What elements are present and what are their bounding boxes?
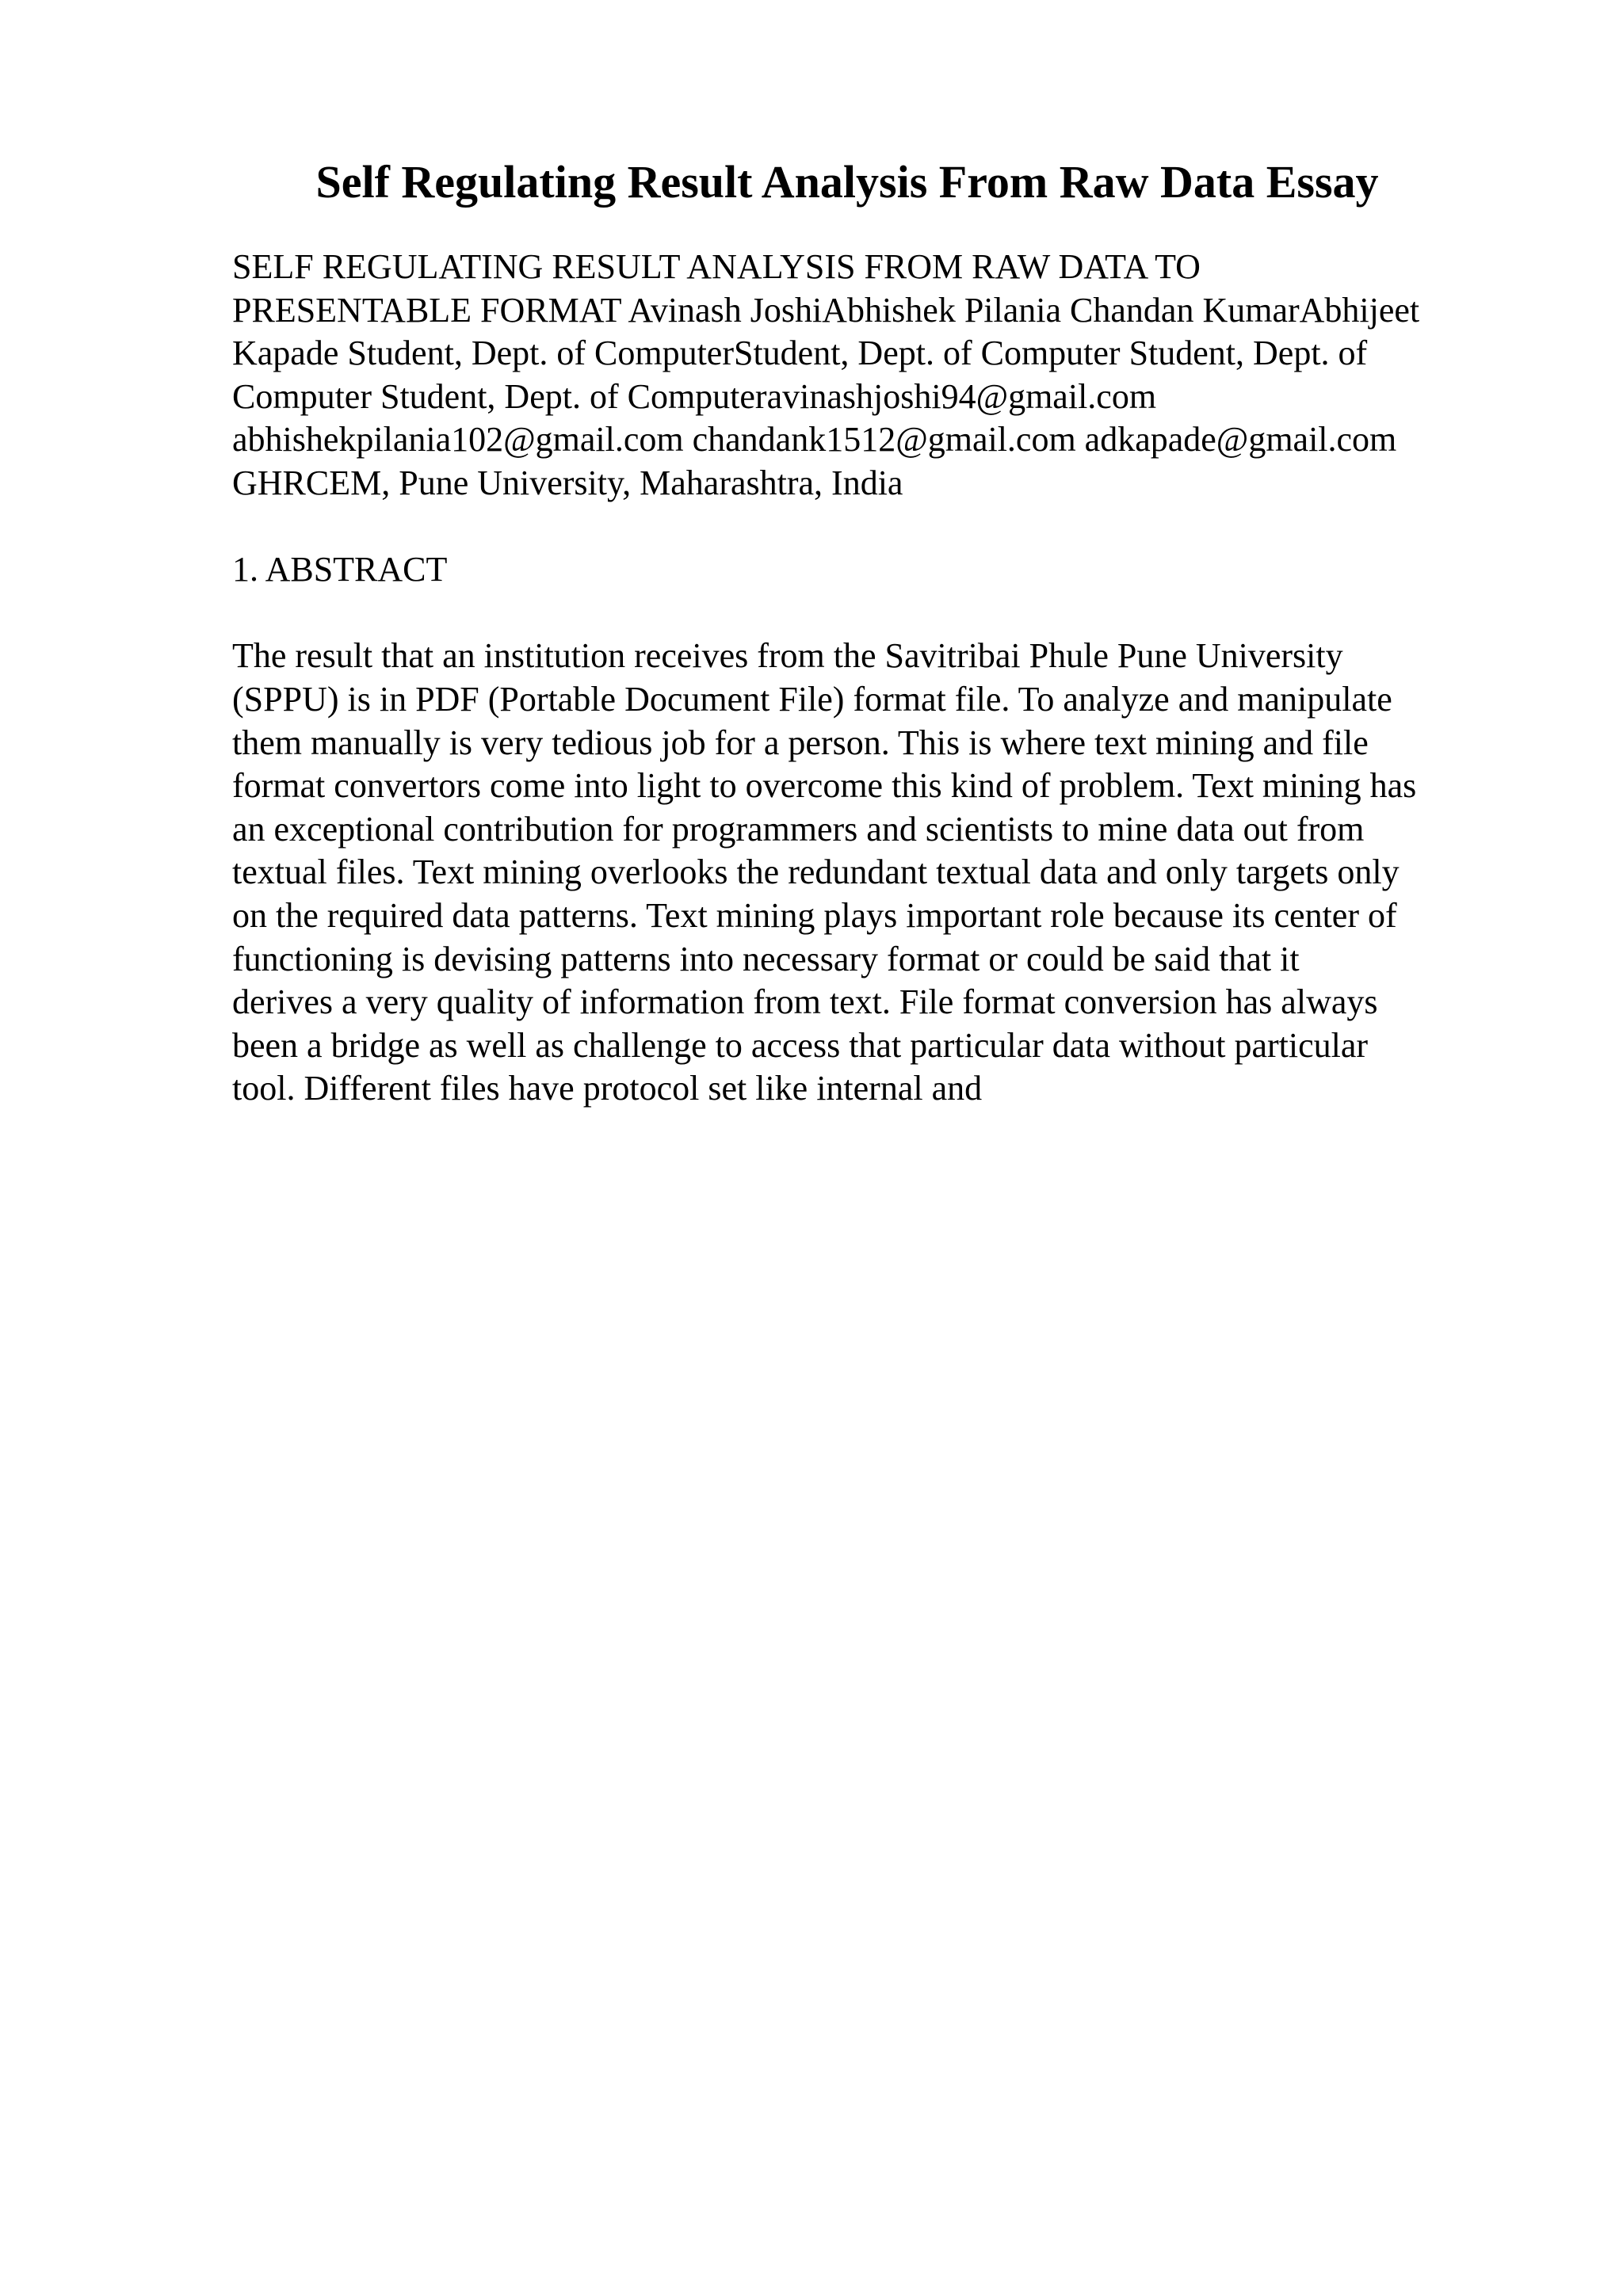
document-body <box>232 246 1532 1111</box>
header-line: Kapade Student, Dept. of ComputerStudent, Dept. of Computer Student, Dept. of <box>232 334 1368 373</box>
abstract-line: been a bridge as well as challenge to access that particular data without particular <box>232 1025 1369 1065</box>
abstract-paragraph <box>232 635 1532 1111</box>
header-line: Computer Student, Dept. of Computeravinashjoshi94@gmail.com <box>232 376 1157 416</box>
abstract-line: an exceptional contribution for programmers and scientists to mine data out from <box>232 809 1365 849</box>
abstract-heading: 1. ABSTRACT <box>232 550 448 589</box>
abstract-line: tool. Different files have protocol set like internal and <box>232 1069 983 1108</box>
abstract-line: textual files. Text mining overlooks the redundant textual data and only targets only <box>232 852 1400 892</box>
abstract-line: format convertors come into light to overcome this kind of problem. Text mining has <box>232 766 1417 806</box>
abstract-line: (SPPU) is in PDF (Portable Document File) format file. To analyze and manipulate <box>232 679 1392 719</box>
paragraph-spacer <box>232 592 1532 635</box>
abstract-line: derives a very quality of information from text. File format conversion has always <box>232 982 1378 1022</box>
header-line: SELF REGULATING RESULT ANALYSIS FROM RAW DATA TO <box>232 247 1201 286</box>
author-header-block <box>232 246 1532 505</box>
abstract-line: The result that an institution receives from the Savitribai Phule Pune University <box>232 636 1343 676</box>
document-title: Self Regulating Result Analysis From Raw Data Essay <box>315 156 1379 208</box>
abstract-line: them manually is very tedious job for a person. This is where text mining and file <box>232 723 1369 762</box>
header-line: PRESENTABLE FORMAT Avinash JoshiAbhishek Pilania Chandan KumarAbhijeet <box>232 290 1420 330</box>
header-line: abhishekpilania102@gmail.com chandank1512@gmail.com adkapade@gmail.com <box>232 420 1397 460</box>
abstract-line: functioning is devising patterns into necessary format or could be said that it <box>232 939 1300 978</box>
abstract-line: on the required data patterns. Text mining plays important role because its center of <box>232 895 1397 935</box>
header-line: GHRCEM, Pune University, Maharashtra, India <box>232 463 903 502</box>
paragraph-spacer <box>232 505 1532 549</box>
section-heading <box>232 548 1532 592</box>
